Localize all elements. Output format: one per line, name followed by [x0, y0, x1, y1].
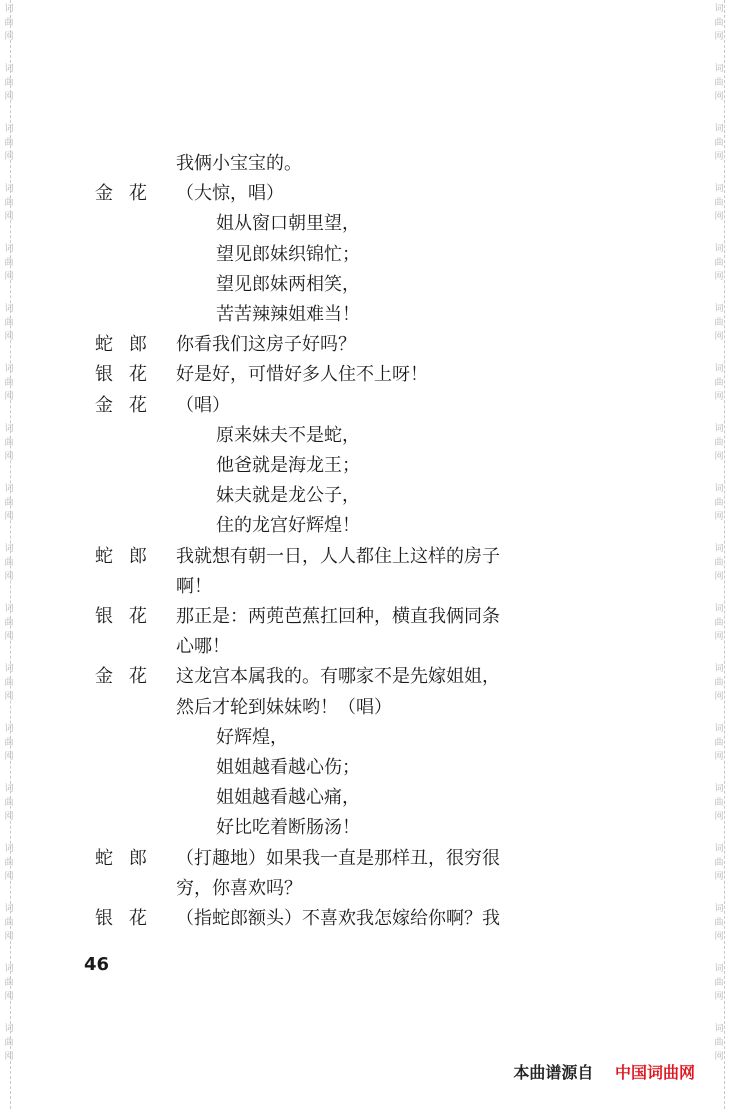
verse-line: 姐姐越看越心伤； — [216, 757, 360, 778]
watermark-char: 网 — [714, 872, 724, 882]
watermark-char: 词 — [714, 844, 724, 854]
verse-line: 好比吃着断肠汤！ — [216, 817, 360, 838]
footer-source-label: 本曲谱源自 — [513, 1063, 594, 1082]
watermark-char: 词 — [4, 64, 14, 74]
verse-line: 好辉煌， — [216, 727, 288, 748]
watermark-char: 网 — [4, 212, 14, 222]
footer-credit — [513, 1060, 695, 1083]
watermark-char: 曲 — [714, 1038, 724, 1048]
watermark-char: 词 — [714, 784, 724, 794]
watermark-char: 网 — [714, 212, 724, 222]
watermark-char: 曲 — [714, 738, 724, 748]
watermark-char: 曲 — [714, 138, 724, 148]
dialogue-line: 你看我们这房子好吗？ — [176, 334, 356, 355]
watermark-char: 曲 — [4, 618, 14, 628]
watermark-char: 网 — [714, 32, 724, 42]
watermark-char: 词 — [4, 784, 14, 794]
watermark-char: 网 — [714, 152, 724, 162]
watermark-char: 曲 — [4, 258, 14, 268]
watermark-char: 曲 — [4, 198, 14, 208]
speaker-name: 蛇郎 — [95, 334, 163, 355]
dialogue-line: 然后才轮到妹妹哟！（唱） — [176, 697, 392, 718]
watermark-char: 曲 — [4, 78, 14, 88]
dialogue-line: 这龙宫本属我的。有哪家不是先嫁姐姐， — [176, 666, 500, 687]
dialogue-line: 好是好，可惜好多人住不上呀！ — [176, 364, 428, 385]
dialogue-line: 那正是：两蔸芭蕉扛回种，横直我俩同条 — [176, 606, 500, 627]
watermark-char: 曲 — [714, 978, 724, 988]
watermark-char: 词 — [4, 904, 14, 914]
watermark-char: 词 — [714, 1024, 724, 1034]
watermark-char: 曲 — [714, 558, 724, 568]
watermark-char: 曲 — [4, 978, 14, 988]
watermark-char: 网 — [4, 572, 14, 582]
watermark-char: 词 — [4, 304, 14, 314]
speaker-name: 金花 — [95, 395, 163, 416]
watermark-char: 网 — [4, 692, 14, 702]
watermark-char: 词 — [4, 364, 14, 374]
watermark-char: 网 — [4, 92, 14, 102]
watermark-char: 词 — [714, 244, 724, 254]
watermark-char: 网 — [714, 452, 724, 462]
watermark-char: 曲 — [4, 1038, 14, 1048]
watermark-char: 曲 — [714, 498, 724, 508]
watermark-char: 词 — [4, 544, 14, 554]
verse-line: 他爸就是海龙王； — [216, 455, 360, 476]
watermark-char: 曲 — [4, 498, 14, 508]
watermark-char: 词 — [4, 4, 14, 14]
watermark-char: 曲 — [714, 438, 724, 448]
watermark-char: 词 — [4, 724, 14, 734]
verse-line: 苦苦辣辣姐难当！ — [216, 304, 360, 325]
dialogue-line: 穷，你喜欢吗？ — [176, 878, 302, 899]
watermark-char: 曲 — [4, 558, 14, 568]
watermark-char: 曲 — [4, 138, 14, 148]
speaker-name: 蛇郎 — [95, 848, 163, 869]
watermark-char: 词 — [714, 544, 724, 554]
verse-line: 姐姐越看越心痛， — [216, 787, 360, 808]
watermark-char: 曲 — [714, 858, 724, 868]
verse-line: 住的龙宫好辉煌！ — [216, 515, 360, 536]
dialogue-line: （大惊，唱） — [176, 183, 284, 204]
watermark-char: 曲 — [4, 378, 14, 388]
dialogue-line: 我俩小宝宝的。 — [176, 153, 302, 174]
watermark-char: 词 — [4, 604, 14, 614]
watermark-char: 网 — [714, 812, 724, 822]
watermark-char: 曲 — [4, 798, 14, 808]
watermark-char: 词 — [714, 664, 724, 674]
watermark-char: 网 — [4, 152, 14, 162]
watermark-char: 网 — [4, 932, 14, 942]
watermark-char: 词 — [714, 964, 724, 974]
watermark-char: 词 — [4, 244, 14, 254]
watermark-char: 词 — [4, 964, 14, 974]
watermark-char: 网 — [4, 332, 14, 342]
footer-site-link[interactable]: 中国词曲网 — [614, 1063, 695, 1082]
watermark-char: 网 — [714, 692, 724, 702]
page-number: 46 — [84, 954, 110, 975]
dialogue-line: 心哪！ — [176, 636, 230, 657]
watermark-char: 网 — [4, 512, 14, 522]
watermark-char: 网 — [4, 992, 14, 1002]
watermark-char: 曲 — [4, 18, 14, 28]
watermark-char: 网 — [4, 752, 14, 762]
watermark-char: 曲 — [4, 918, 14, 928]
watermark-char: 曲 — [4, 318, 14, 328]
watermark-char: 词 — [714, 304, 724, 314]
dialogue-line: （打趣地）如果我一直是那样丑，很穷很 — [176, 848, 500, 869]
watermark-char: 词 — [714, 64, 724, 74]
watermark-char: 词 — [714, 364, 724, 374]
watermark-char: 网 — [714, 992, 724, 1002]
watermark-char: 网 — [714, 932, 724, 942]
watermark-char: 曲 — [714, 18, 724, 28]
watermark-char: 词 — [4, 484, 14, 494]
watermark-char: 曲 — [714, 618, 724, 628]
watermark-char: 曲 — [4, 738, 14, 748]
watermark-char: 网 — [4, 32, 14, 42]
watermark-char: 网 — [4, 452, 14, 462]
watermark-char: 曲 — [714, 318, 724, 328]
verse-line: 妹夫就是龙公子， — [216, 485, 360, 506]
watermark-char: 词 — [714, 124, 724, 134]
watermark-char: 网 — [714, 272, 724, 282]
watermark-char: 曲 — [714, 798, 724, 808]
watermark-char: 词 — [4, 184, 14, 194]
watermark-char: 网 — [4, 1052, 14, 1062]
speaker-name: 银花 — [95, 606, 163, 627]
watermark-char: 词 — [4, 664, 14, 674]
watermark-char: 网 — [4, 392, 14, 402]
watermark-char: 词 — [714, 484, 724, 494]
watermark-char: 曲 — [714, 678, 724, 688]
watermark-char: 曲 — [714, 258, 724, 268]
speaker-name: 金花 — [95, 183, 163, 204]
watermark-char: 词 — [4, 1024, 14, 1034]
watermark-char: 网 — [714, 512, 724, 522]
watermark-char: 曲 — [4, 438, 14, 448]
watermark-char: 词 — [714, 724, 724, 734]
watermark-char: 词 — [714, 604, 724, 614]
dialogue-line: （唱） — [176, 395, 230, 416]
watermark-char: 曲 — [714, 918, 724, 928]
watermark-char: 词 — [714, 424, 724, 434]
watermark-char: 网 — [714, 392, 724, 402]
dialogue-line: 啊！ — [176, 576, 212, 597]
dialogue-line: （指蛇郎额头）不喜欢我怎嫁给你啊？我 — [176, 908, 500, 929]
watermark-char: 曲 — [714, 78, 724, 88]
watermark-char: 曲 — [714, 378, 724, 388]
watermark-char: 曲 — [714, 198, 724, 208]
watermark-char: 网 — [714, 632, 724, 642]
verse-line: 望见郎妹织锦忙； — [216, 244, 360, 265]
verse-line: 原来妹夫不是蛇， — [216, 425, 360, 446]
watermark-char: 网 — [4, 872, 14, 882]
speaker-name: 蛇郎 — [95, 546, 163, 567]
watermark-char: 网 — [4, 272, 14, 282]
watermark-char: 词 — [714, 4, 724, 14]
watermark-char: 网 — [714, 572, 724, 582]
watermark-char: 网 — [4, 812, 14, 822]
watermark-char: 网 — [4, 632, 14, 642]
dialogue-line: 我就想有朝一日，人人都住上这样的房子 — [176, 546, 500, 567]
watermark-char: 曲 — [4, 858, 14, 868]
watermark-char: 网 — [714, 752, 724, 762]
watermark-char: 网 — [714, 92, 724, 102]
watermark-char: 词 — [4, 124, 14, 134]
speaker-name: 银花 — [95, 908, 163, 929]
watermark-char: 词 — [714, 904, 724, 914]
speaker-name: 银花 — [95, 364, 163, 385]
watermark-char: 词 — [4, 424, 14, 434]
watermark-char: 网 — [714, 332, 724, 342]
watermark-char: 曲 — [4, 678, 14, 688]
speaker-name: 金花 — [95, 666, 163, 687]
watermark-char: 网 — [714, 1052, 724, 1062]
verse-line: 望见郎妹两相笑， — [216, 274, 360, 295]
watermark-char: 词 — [4, 844, 14, 854]
verse-line: 姐从窗口朝里望， — [216, 213, 360, 234]
watermark-char: 词 — [714, 184, 724, 194]
